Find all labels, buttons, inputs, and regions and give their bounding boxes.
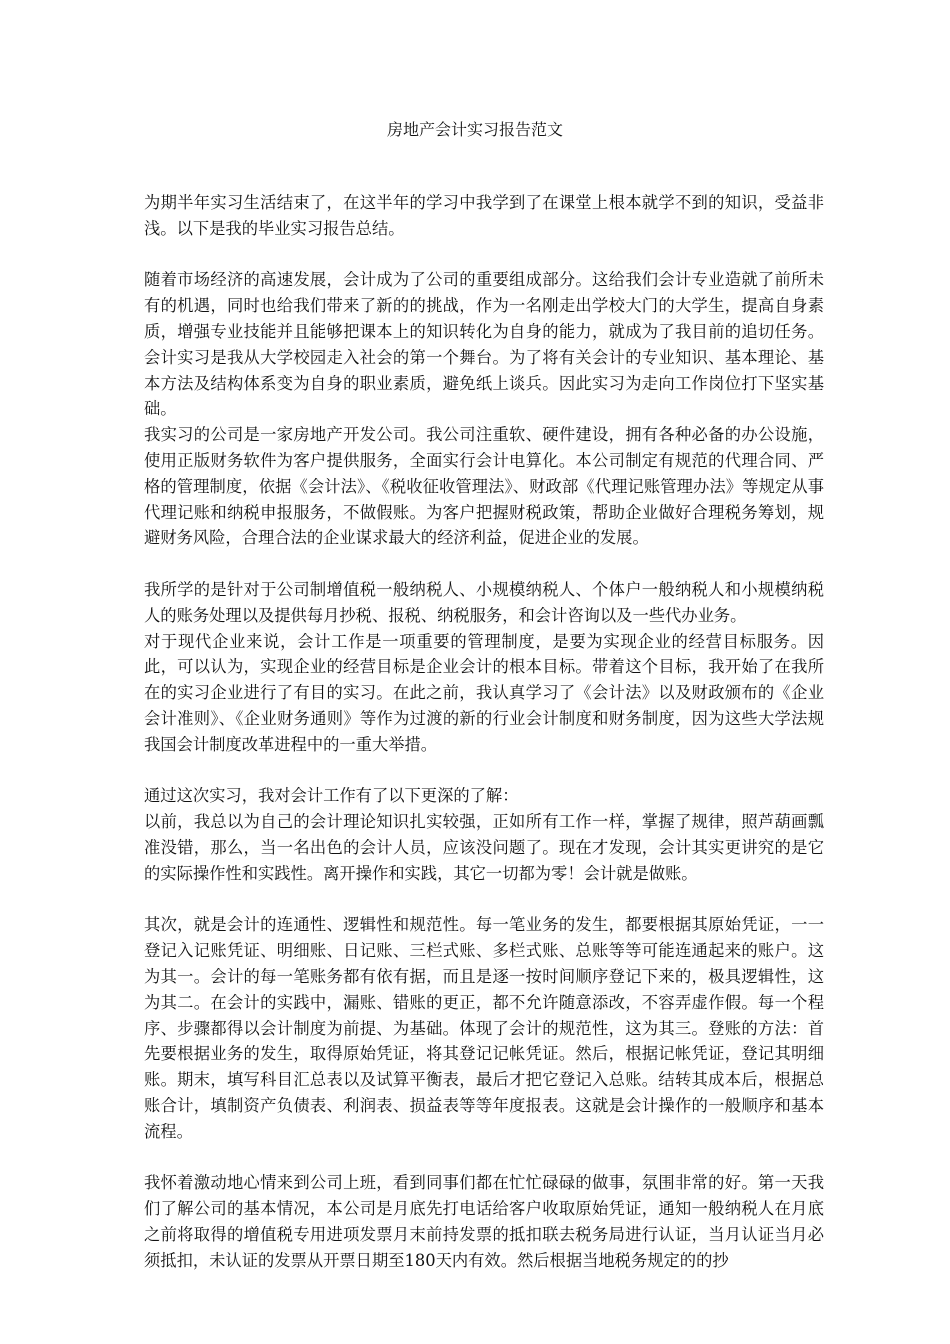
paragraph-studies: 我所学的是针对于公司制增值税一般纳税人、小规模纳税人、个体户一般纳税人和小规模纳税人的账务处理以及提供每月抄税、报税、纳税服务，和会计咨询以及一些代办业务。 (144, 579, 824, 625)
paragraph-first-day: 我怀着激动地心情来到公司上班，看到同事们都在忙忙碌碌的做事，氛围非常的好。第一天我们了解公司的基本情况，本公司是月底先打电话给客户收取原始凭证，通知一般纳税人在月底之前将取得的增值税专用进项发票月末前持发票的抵扣联去税务局进行认证，当月认证当月必须抵扣，未认证的发票从开票日期至180天内有效。然后根据当地税务规定的的抄 (144, 1173, 824, 1270)
paragraph-gap (144, 551, 824, 577)
paragraph-management: 对于现代企业来说，会计工作是一项重要的管理制度，是要为实现企业的经营目标服务。因此，可以认为，实现企业的经营目标是企业会计的根本目标。带着这个目标，我开始了在我所在的实习企业进行了有目的实习。在此之前，我认真学习了《会计法》以及财政颁布的《企业会计准则》、《企业财务通则》等作为过渡的新的行业会计制度和财务制度，因为这些大学法规我国会计制度改革进程中的一重大举措。 (144, 631, 824, 754)
paragraph-gap (144, 887, 824, 913)
paragraph-company: 我实习的公司是一家房地产开发公司。我公司注重软、硬件建设，拥有各种必备的办公设施，使用正版财务软件为客户提供服务，全面实行会计电算化。本公司制定有规范的代理合同、严格的管理制度，依据《会计法》、《税收征收管理法》、财政部《代理记账管理办法》等规定从事代理记账和纳税申报服务，不做假账。为客户把握财税政策，帮助企业做好合理税务筹划，规避财务风险，合理合法的企业谋求最大的经济利益，促进企业的发展。 (144, 425, 824, 548)
paragraph-logic: 其次，就是会计的连通性、逻辑性和规范性。每一笔业务的发生，都要根据其原始凭证，一一登记入记账凭证、明细账、日记账、三栏式账、多栏式账、总账等等可能连通起来的账户。这为其一。会计的每一笔账务都有依有据，而且是逐一按时间顺序登记下来的，极具逻辑性，这为其二。在会计的实践中，漏账、错账的更正，都不允许随意添改，不容弄虚作假。每一个程序、步骤都得以会计制度为前提、为基础。体现了会计的规范性，这为其三。登账的方法：首先要根据业务的发生，取得原始凭证，将其登记记帐凭证。然后，根据记帐凭证，登记其明细账。期末，填写科目汇总表以及试算平衡表，最后才把它登记入总账。结转其成本后，根据总账合计，填制资产负债表、利润表、损益表等等年度报表。这就是会计操作的一般顺序和基本流程。 (144, 915, 824, 1141)
paragraph-gap (144, 758, 824, 784)
document-title: 房地产会计实习报告范文 (386, 120, 563, 139)
document-body (144, 190, 824, 1273)
paragraph-gap (144, 242, 824, 268)
paragraph-understanding: 通过这次实习，我对会计工作有了以下更深的了解： (144, 786, 519, 806)
paragraph-market: 随着市场经济的高速发展，会计成为了公司的重要组成部分。这给我们会计专业造就了前所未有的机遇，同时也给我们带来了新的的挑战，作为一名刚走出学校大门的大学生，提高自身素质，增强专业技能并且能够把课本上的知识转化为自身的能力，就成为了我目前的追切任务。会计实习是我从大学校园走入社会的第一个舞台。为了将有关会计的专业知识、基本理论、基本方法及结构体系变为自身的职业素质，避免纸上谈兵。因此实习为走向工作岗位打下坚实基础。 (144, 270, 824, 419)
paragraph-gap (144, 1144, 824, 1170)
paragraph-intro: 为期半年实习生活结束了，在这半年的学习中我学到了在课堂上根本就学不到的知识，受益非浅。以下是我的毕业实习报告总结。 (144, 193, 824, 238)
paragraph-practice: 以前，我总以为自己的会计理论知识扎实较强，正如所有工作一样，掌握了规律，照芦葫画瓢准没错，那么，当一名出色的会计人员，应该没问题了。现在才发现，会计其实更讲究的是它的实际操作性和实践性。离开操作和实践，其它一切都为零！会计就是做账。 (144, 812, 824, 883)
